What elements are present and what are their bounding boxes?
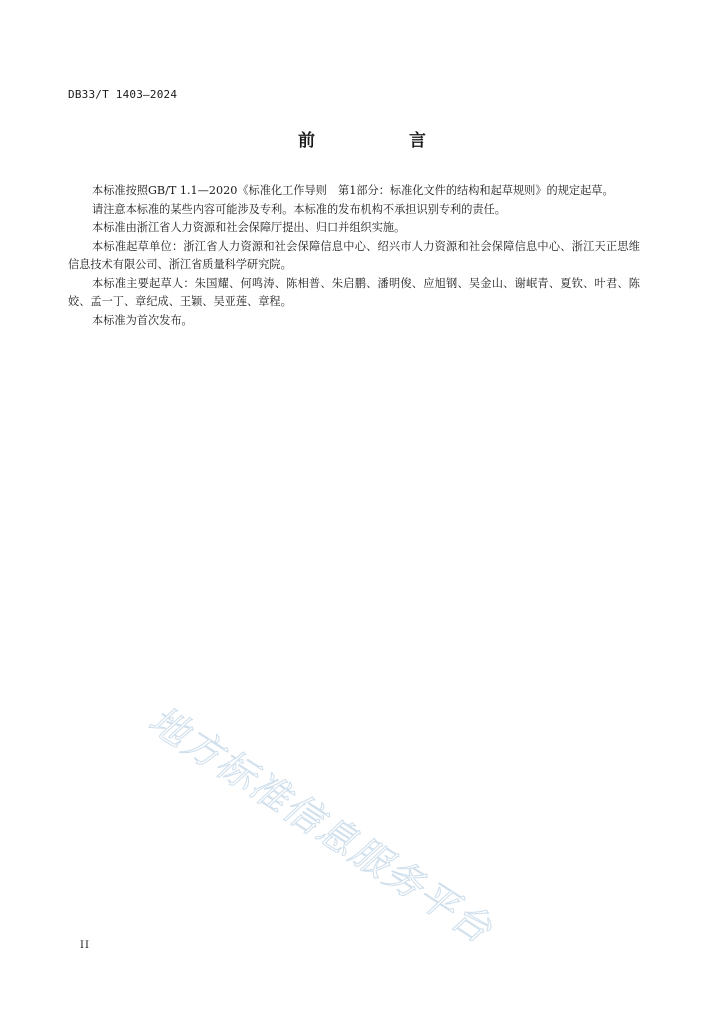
page-number: II (80, 940, 90, 951)
paragraph-patent-notice: 请注意本标准的某些内容可能涉及专利。本标准的发布机构不承担识别专利的责任。 (92, 202, 506, 216)
document-code: DB33/T 1403—2024 (68, 88, 178, 101)
paragraph-drafting-rules: 本标准按照GB/T 1.1—2020《标准化工作导则 第1部分：标准化文件的结构和起草规则》的规定起草。 (92, 184, 614, 197)
section-title: 前 言 (298, 131, 470, 151)
watermark-text: 地方标准信息服务平台 (141, 697, 501, 953)
paragraph-proposer: 本标准由浙江省人力资源和社会保障厅提出、归口并组织实施。 (92, 221, 406, 234)
preface-body (68, 182, 640, 330)
paragraph-first-release: 本标准为首次发布。 (92, 313, 193, 327)
paragraph-drafters: 本标准主要起草人：朱国耀、何鸣涛、陈相普、朱启鹏、潘明俊、应旭钢、吴金山、谢岷青、夏钦、叶君、陈姣、孟一丁、章纪成、王颖、吴亚莲、章程。 (68, 276, 640, 308)
paragraph-drafting-units: 本标准起草单位：浙江省人力资源和社会保障信息中心、绍兴市人力资源和社会保障信息中心、浙江天正思维信息技术有限公司、浙江省质量科学研究院。 (68, 239, 640, 271)
